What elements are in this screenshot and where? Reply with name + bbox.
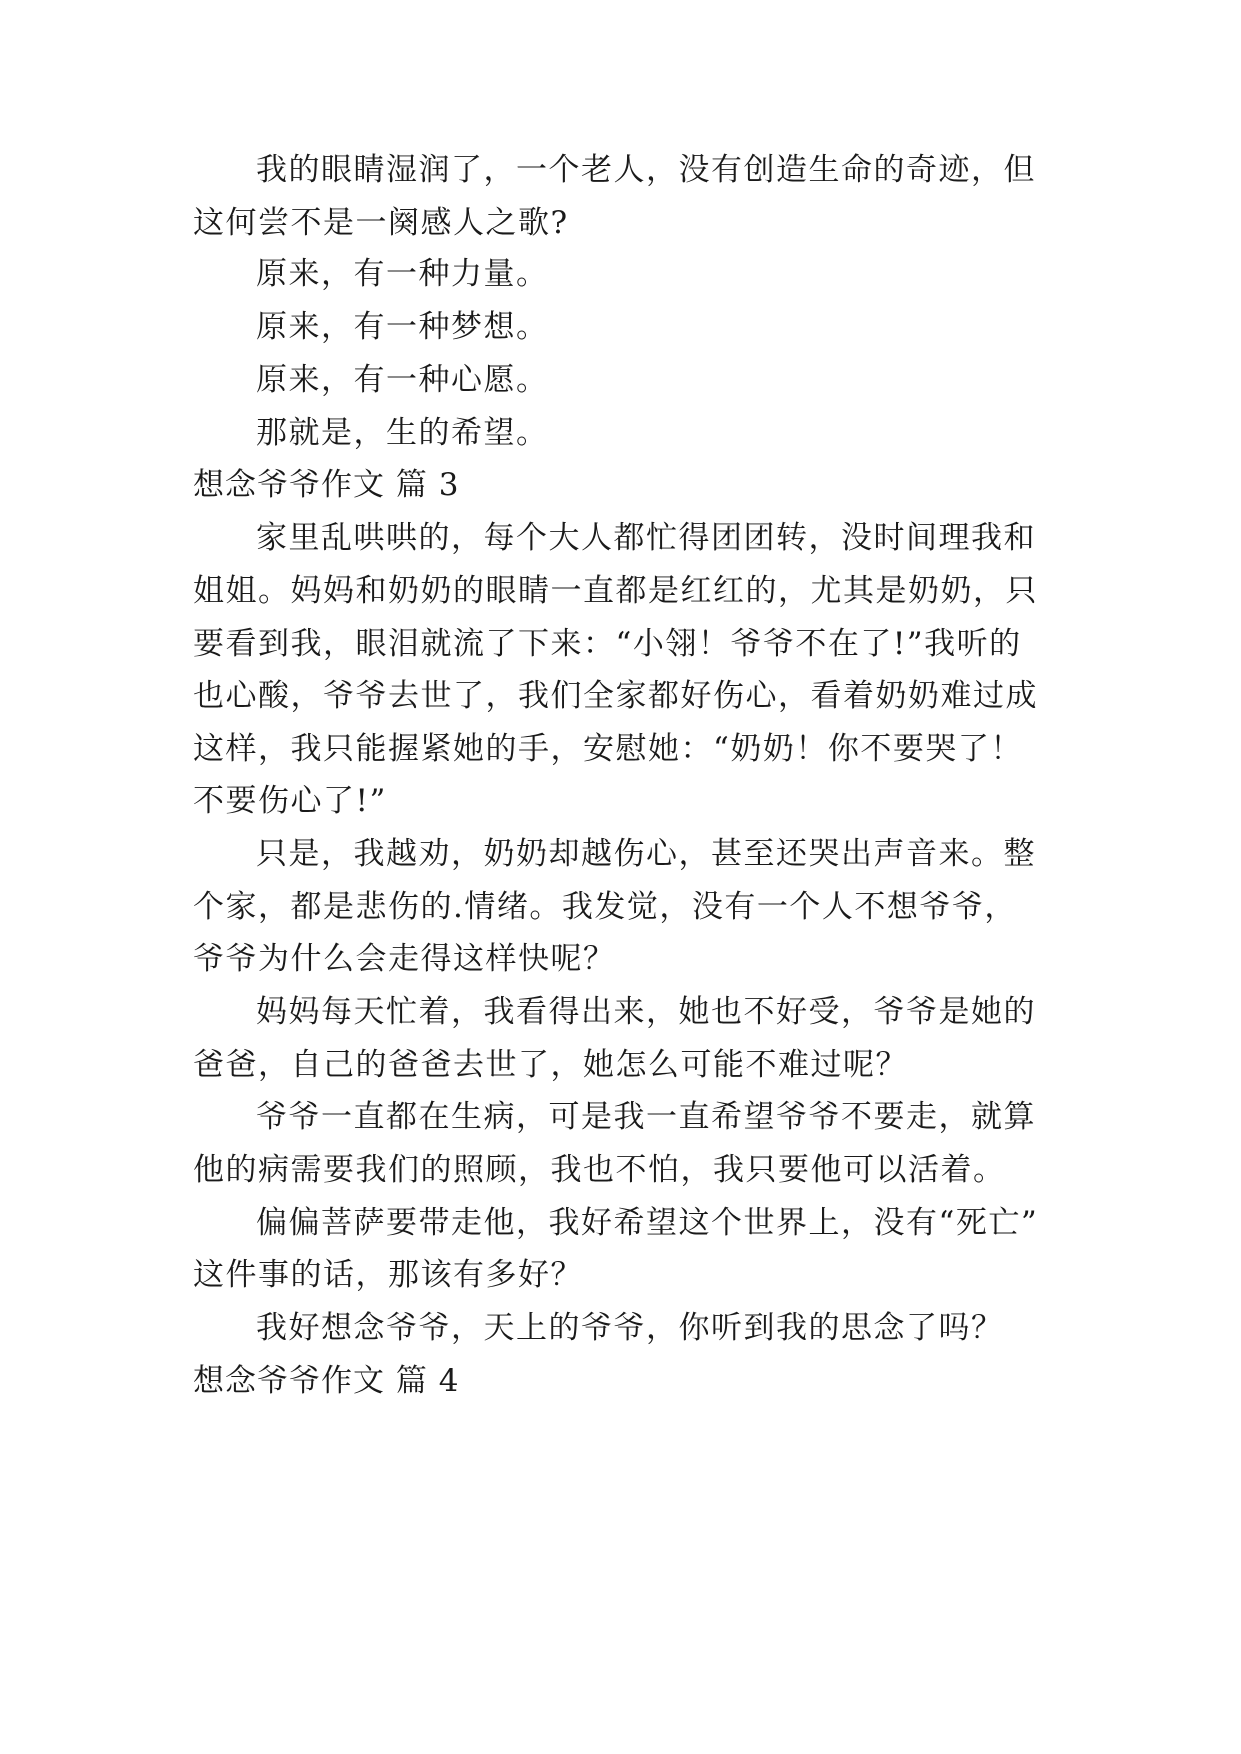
- paragraph-line: 这何尝不是一阕感人之歌?: [193, 205, 569, 241]
- section-heading: 想念爷爷作文 篇 4: [193, 1363, 460, 1399]
- paragraph-line: 爸爸，自己的爸爸去世了，她怎么可能不难过呢？: [193, 1047, 908, 1083]
- paragraph-line: 爷爷一直都在生病，可是我一直希望爷爷不要走，就算: [256, 1099, 1036, 1135]
- paragraph-line: 那就是，生的希望。: [256, 415, 549, 451]
- paragraph-line: 不要伤心了!”: [193, 783, 387, 819]
- paragraph-line: 我好想念爷爷，天上的爷爷，你听到我的思念了吗？: [256, 1310, 1004, 1346]
- paragraph-line: 原来，有一种力量。: [256, 256, 549, 292]
- paragraph-line: 这样，我只能握紧她的手，安慰她：“奶奶！你不要哭了！: [193, 731, 1023, 767]
- paragraph-line: 个家，都是悲伤的.情绪。我发觉，没有一个人不想爷爷，: [193, 889, 1017, 925]
- paragraph-line: 原来，有一种梦想。: [256, 309, 549, 345]
- paragraph-line: 也心酸，爷爷去世了，我们全家都好伤心，看着奶奶难过成: [193, 678, 1038, 714]
- paragraph-line: 要看到我，眼泪就流了下来：“小翎！爷爷不在了!”我听的: [193, 626, 1022, 662]
- paragraph-line: 他的病需要我们的照顾，我也不怕，我只要他可以活着。: [193, 1152, 1006, 1188]
- paragraph-line: 原来，有一种心愿。: [256, 362, 549, 398]
- paragraph-line: 家里乱哄哄的，每个大人都忙得团团转，没时间理我和: [256, 520, 1036, 556]
- paragraph-line: 爷爷为什么会走得这样快呢？: [193, 941, 616, 977]
- paragraph-line: 只是，我越劝，奶奶却越伤心，甚至还哭出声音来。整: [256, 836, 1036, 872]
- paragraph-line: 姐姐。妈妈和奶奶的眼睛一直都是红红的，尤其是奶奶，只: [193, 573, 1038, 609]
- paragraph-line: 我的眼睛湿润了，一个老人，没有创造生命的奇迹，但: [256, 152, 1036, 188]
- paragraph-line: 偏偏菩萨要带走他，我好希望这个世界上，没有“死亡”: [256, 1205, 1039, 1241]
- paragraph-line: 这件事的话，那该有多好？: [193, 1257, 583, 1293]
- paragraph-line: 妈妈每天忙着，我看得出来，她也不好受，爷爷是她的: [256, 994, 1036, 1030]
- section-heading: 想念爷爷作文 篇 3: [193, 467, 460, 503]
